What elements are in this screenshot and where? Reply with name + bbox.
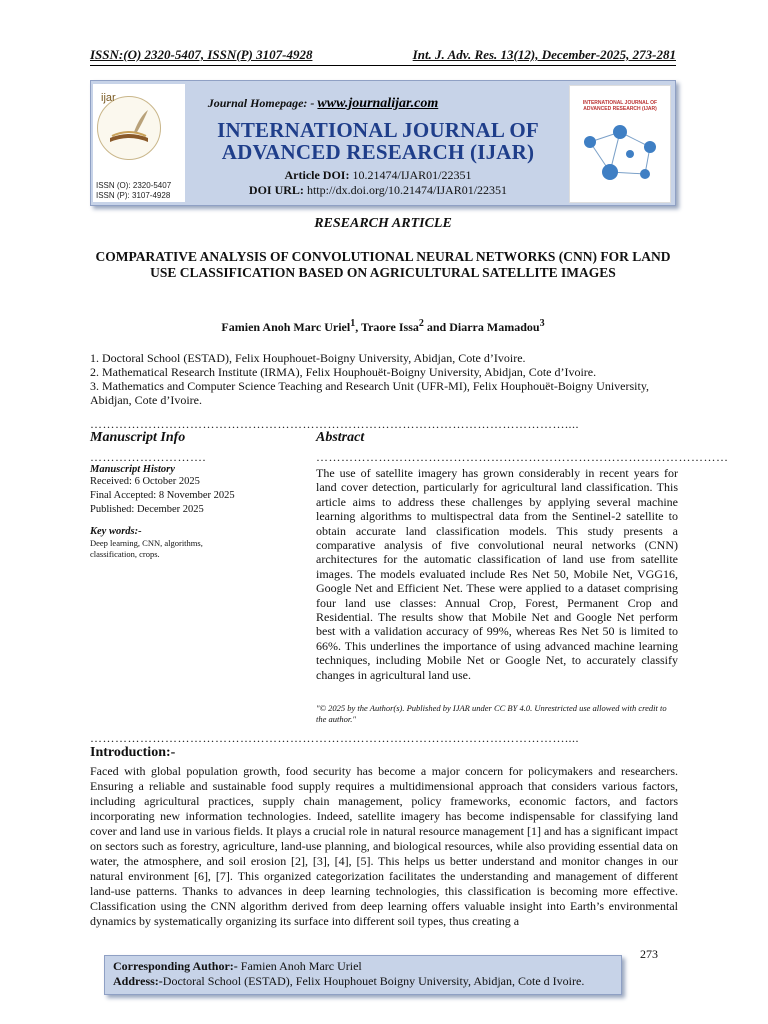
manuscript-info-heading: Manuscript Info — [90, 430, 186, 445]
manuscript-info — [90, 464, 290, 560]
book-quill-icon — [104, 106, 154, 150]
cover-title: INTERNATIONAL JOURNAL OF ADVANCED RESEARCH (IJAR) — [582, 100, 658, 112]
author-list — [90, 318, 676, 335]
author-1: Famien Anoh Marc Uriel — [221, 320, 351, 334]
accepted-date: Final Accepted: 8 November 2025 — [90, 490, 235, 501]
corresponding-address — [113, 974, 613, 989]
issn-line: ISSN:(O) 2320-5407, ISSN(P) 3107-4928 — [90, 47, 313, 62]
keywords-label: Key words:- — [90, 526, 142, 537]
corr-name: Famien Anoh Marc Uriel — [237, 959, 362, 973]
article-type: RESEARCH ARTICLE — [314, 216, 452, 231]
doi-url-link[interactable]: http://dx.doi.org/10.21474/IJAR01/22351 — [306, 183, 508, 197]
author-1-affil: 1 — [350, 318, 356, 329]
affiliation-1: 1. Doctoral School (ESTAD), Felix Houphouet-Boigny University, Abidjan, Cote d’Ivoire. — [90, 351, 526, 365]
banner-issn — [96, 181, 171, 201]
separator-bottom: …………………………………………………………………………………………………….... — [90, 731, 579, 745]
issn-online: ISSN (O): 2320-5407 — [96, 181, 172, 190]
journal-banner — [90, 80, 676, 206]
separator-top: …………………………………………………………………………………………………….... — [90, 417, 579, 431]
doi-url — [191, 183, 565, 198]
homepage-label: Journal Homepage: - — [207, 96, 318, 110]
published-date: Published: December 2025 — [90, 504, 204, 515]
doi-label: Article DOI: — [284, 168, 350, 182]
abstract-text: The use of satellite imagery has grown considerably in recent years for land cover detection, particularly for agricultural land classification. This article aims to address these challenges by applying several machine learning algorithms to multispectral data from the Sentinel-2 satellite to obtain accurate land classification models. This study presents a comparative analysis of five convolutional neural networks (CNN) architectures for the automatic classification of land use from satellite images. The models evaluated include Res Net 50, Mobile Net, VGG16, Google Net and Efficient Net. These were applied to a dataset comprising four land use classes: Annual Crop, Forest, Permanent Crop and Residential. The results show that Mobile Net and Google Net perform best with a validation accuracy of 99%, whereas Res Net 50 is limited to 66%. This underlines the importance of using advanced machine learning techniques, including Mobile Net or Google Net, to accurately classify changes in agricultural land use. — [316, 466, 678, 682]
introduction-heading: Introduction:- — [90, 745, 176, 760]
separator-right: ……………………………………………………………………………………… — [316, 450, 729, 464]
logo-text: ijar — [101, 92, 116, 104]
journal-homepage — [91, 96, 555, 112]
doi-value: 10.21474/IJAR01/22351 — [352, 168, 472, 182]
received-date: Received: 6 October 2025 — [90, 476, 200, 487]
author-sep-2: and — [423, 320, 450, 334]
corresponding-author-box — [104, 955, 622, 995]
author-sep-1: , — [355, 320, 361, 334]
issn-print: ISSN (P): 3107-4928 — [96, 191, 171, 200]
corresponding-author — [113, 959, 613, 974]
author-3-affil: 3 — [539, 318, 545, 329]
affiliations — [90, 351, 680, 407]
page-number: 273 — [640, 947, 658, 961]
affiliation-3: 3. Mathematics and Computer Science Teaching and Research Unit (UFR-MI), Felix Houphouët-Boigny University, Abidjan, Cote d’Ivoire. — [90, 379, 650, 407]
license-notice: "© 2025 by the Author(s). Published by IJAR under CC BY 4.0. Unrestricted use allowed with credit to the author." — [316, 703, 667, 724]
author-2: Traore Issa — [360, 320, 419, 334]
author-2-affil: 2 — [418, 318, 424, 329]
abstract-heading: Abstract — [316, 430, 365, 445]
introduction-text: Faced with global population growth, food security has become a major concern for policymakers and researchers. Ensuring a reliable and sustainable food supply requires a multidimensional approach that considers various factors, including agricultural practices, supply chain management, policy frameworks, economic factors, and factors incorporating new information technologies. Indeed, satellite imagery has become indispensable for classifying land cover and land use in various fields. It plays a crucial role in natural resource management [1] and has a significant impact on sectors such as forestry, agriculture, land-use planning, and biological resources, while also providing essential data on water, the atmosphere, and soil erosion [2], [3], [4], [5]. This helps us better understand and monitor changes in our natural environment [6], [7]. This organized categorization facilitates the understanding and management of different land-use patterns. Thanks to advances in deep learning technologies, this classification is becoming more effective. Classification using the CNN algorithm derived from deep learning offers valuable insight into Earth’s environmental dynamics by systematically organizing its surface into different soil types, thus creating a — [90, 764, 678, 928]
journal-title-line1: INTERNATIONAL JOURNAL OF — [217, 118, 539, 142]
citation-line: Int. J. Adv. Res. 13(12), December-2025, 273-281 — [412, 47, 676, 62]
separator-left: ………………………. — [90, 450, 206, 464]
history-label: Manuscript History — [90, 464, 175, 475]
journal-cover-thumbnail — [569, 85, 671, 203]
journal-title — [191, 119, 565, 163]
author-3: Diarra Mamadou — [449, 320, 540, 334]
affiliation-2: 2. Mathematical Research Institute (IRMA), Felix Houphouët-Boigny University, Abidjan, Cote d’Ivoire. — [90, 365, 597, 379]
running-header — [90, 44, 676, 66]
article-doi — [191, 168, 565, 183]
molecule-graphic-icon — [570, 112, 670, 192]
doi-url-label: DOI URL: — [248, 183, 304, 197]
article-title: COMPARATIVE ANALYSIS OF CONVOLUTIONAL NEURAL NETWORKS (CNN) FOR LAND USE CLASSIFICATION BASED ON AGRICULTURAL SATELLITE IMAGES — [95, 249, 671, 280]
journal-title-line2: ADVANCED RESEARCH (IJAR) — [221, 140, 535, 164]
keywords: Deep learning, CNN, algorithms, classification, crops. — [90, 538, 203, 559]
addr-label: Address:- — [113, 974, 163, 988]
corr-label: Corresponding Author:- — [113, 959, 238, 973]
addr-value: Doctoral School (ESTAD), Felix Houphouet Boigny University, Abidjan, Cote d Ivoire. — [162, 974, 585, 988]
homepage-link[interactable]: www.journalijar.com — [317, 96, 439, 111]
